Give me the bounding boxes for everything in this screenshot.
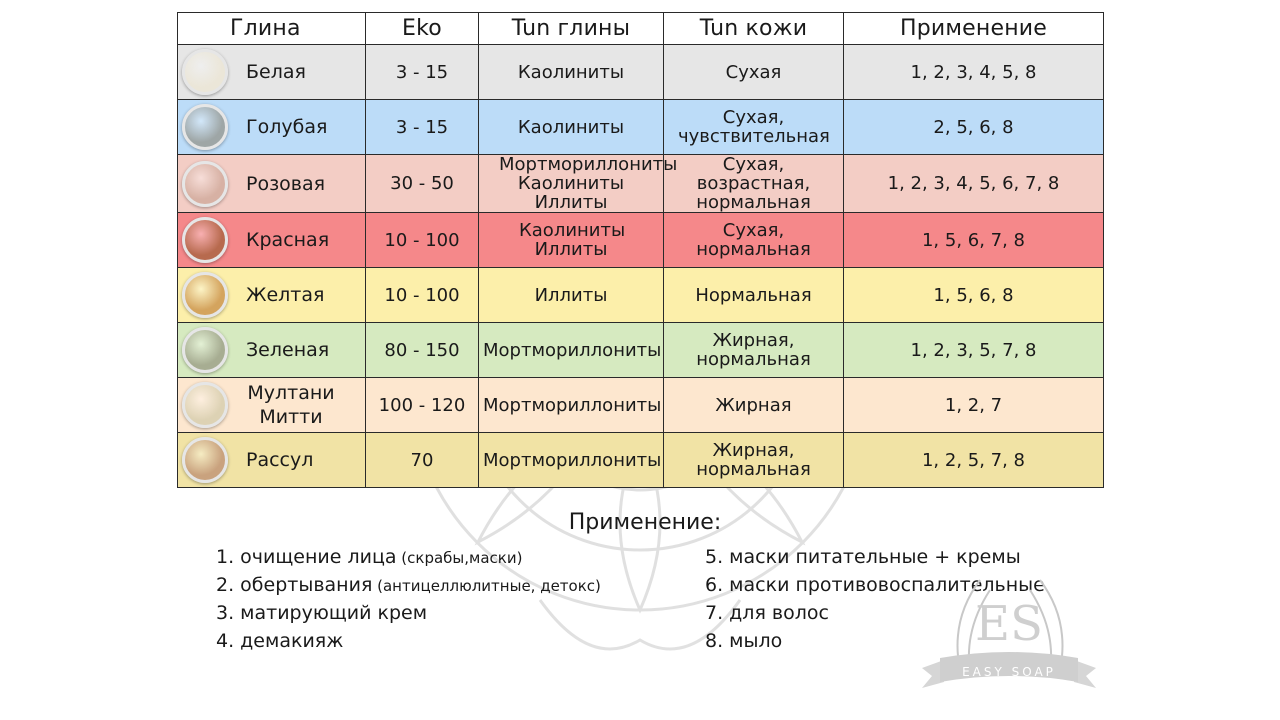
logo-monogram: ES: [975, 596, 1043, 652]
usage-value: 1, 5, 6, 8: [844, 268, 1104, 323]
legend-item: 8. мыло: [705, 630, 783, 652]
eko-value: 10 - 100: [366, 213, 479, 268]
clay-swatch-icon: [182, 327, 228, 373]
clay-swatch-icon: [182, 217, 228, 263]
eko-value: 3 - 15: [366, 45, 479, 100]
skin-type-value: Жирная: [664, 378, 844, 433]
clay-swatch-icon: [182, 161, 228, 207]
clay-swatch-icon: [182, 104, 228, 150]
legend-item: 5. маски питательные + кремы: [705, 546, 1021, 568]
usage-value: 1, 2, 5, 7, 8: [844, 433, 1104, 488]
skin-type-value: Жирная, нормальная: [664, 323, 844, 378]
legend-item: 1. очищение лица (скрабы,маски): [216, 546, 523, 568]
table-row: [178, 378, 1104, 433]
eko-value: 100 - 120: [366, 378, 479, 433]
header-eko: Eko: [366, 13, 479, 45]
clay-name: Зеленая: [246, 339, 330, 361]
easy-soap-logo: [920, 560, 1098, 700]
usage-value: 1, 2, 3, 5, 7, 8: [844, 323, 1104, 378]
usage-value: 1, 2, 7: [844, 378, 1104, 433]
eko-value: 30 - 50: [366, 155, 479, 213]
header-skin-type: Tun кожи: [664, 13, 844, 45]
clay-type-value: Иллиты: [479, 268, 664, 323]
skin-type-value: Нормальная: [664, 268, 844, 323]
clay-table: [177, 12, 1104, 488]
legend-item: 6. маски противовоспалительные: [705, 574, 1045, 596]
clay-swatch-icon: [182, 49, 228, 95]
clay-type-value: Каолиниты Иллиты: [479, 213, 664, 268]
clay-type-value: Мортмориллониты: [479, 433, 664, 488]
eko-value: 80 - 150: [366, 323, 479, 378]
clay-type-value: Каолиниты: [479, 45, 664, 100]
table-row: [178, 213, 1104, 268]
legend-list-left: [216, 543, 601, 655]
clay-name: Мултани Митти: [247, 382, 335, 428]
skin-type-value: Сухая: [664, 45, 844, 100]
legend-item: 2. обертывания (антицеллюлитные, детокс): [216, 574, 601, 596]
clay-name: Розовая: [246, 172, 326, 195]
table-row: [178, 45, 1104, 100]
header-clay-type: Tun глины: [479, 13, 664, 45]
clay-type-value: Мортмориллониты Каолиниты Иллиты: [479, 155, 664, 213]
legend-item: 4. демакияж: [216, 630, 344, 652]
logo-ribbon-text: EASY SOAP: [962, 665, 1056, 679]
clay-name: Красная: [246, 229, 330, 251]
usage-value: 1, 5, 6, 7, 8: [844, 213, 1104, 268]
header-usage: Применение: [844, 13, 1104, 45]
clay-name: Желтая: [246, 284, 325, 306]
legend-item: 3. матирующий крем: [216, 602, 428, 624]
usage-value: 1, 2, 3, 4, 5, 6, 7, 8: [844, 155, 1104, 213]
skin-type-value: Сухая, чувствительная: [664, 100, 844, 155]
table-row: [178, 155, 1104, 213]
clay-type-value: Мортмориллониты: [479, 378, 664, 433]
table-row: [178, 433, 1104, 488]
clay-name: Голубая: [246, 116, 328, 138]
skin-type-value: Сухая, возрастная, нормальная: [664, 155, 844, 213]
table-header-row: [178, 13, 1104, 45]
usage-value: 1, 2, 3, 4, 5, 8: [844, 45, 1104, 100]
clay-name: Белая: [246, 61, 306, 83]
eko-value: 10 - 100: [366, 268, 479, 323]
skin-type-value: Сухая, нормальная: [664, 213, 844, 268]
header-clay: Глина: [178, 13, 366, 45]
clay-type-value: Мортмориллониты: [479, 323, 664, 378]
table-row: [178, 323, 1104, 378]
legend-title: Применение:: [568, 510, 722, 535]
clay-type-value: Каолиниты: [479, 100, 664, 155]
table-row: [178, 100, 1104, 155]
usage-value: 2, 5, 6, 8: [844, 100, 1104, 155]
clay-swatch-icon: [182, 272, 228, 318]
clay-swatch-icon: [182, 382, 228, 428]
eko-value: 70: [366, 433, 479, 488]
clay-name: Рассул: [246, 449, 314, 471]
table-row: [178, 268, 1104, 323]
skin-type-value: Жирная, нормальная: [664, 433, 844, 488]
eko-value: 3 - 15: [366, 100, 479, 155]
clay-swatch-icon: [182, 437, 228, 483]
legend-item: 7. для волос: [705, 602, 829, 624]
